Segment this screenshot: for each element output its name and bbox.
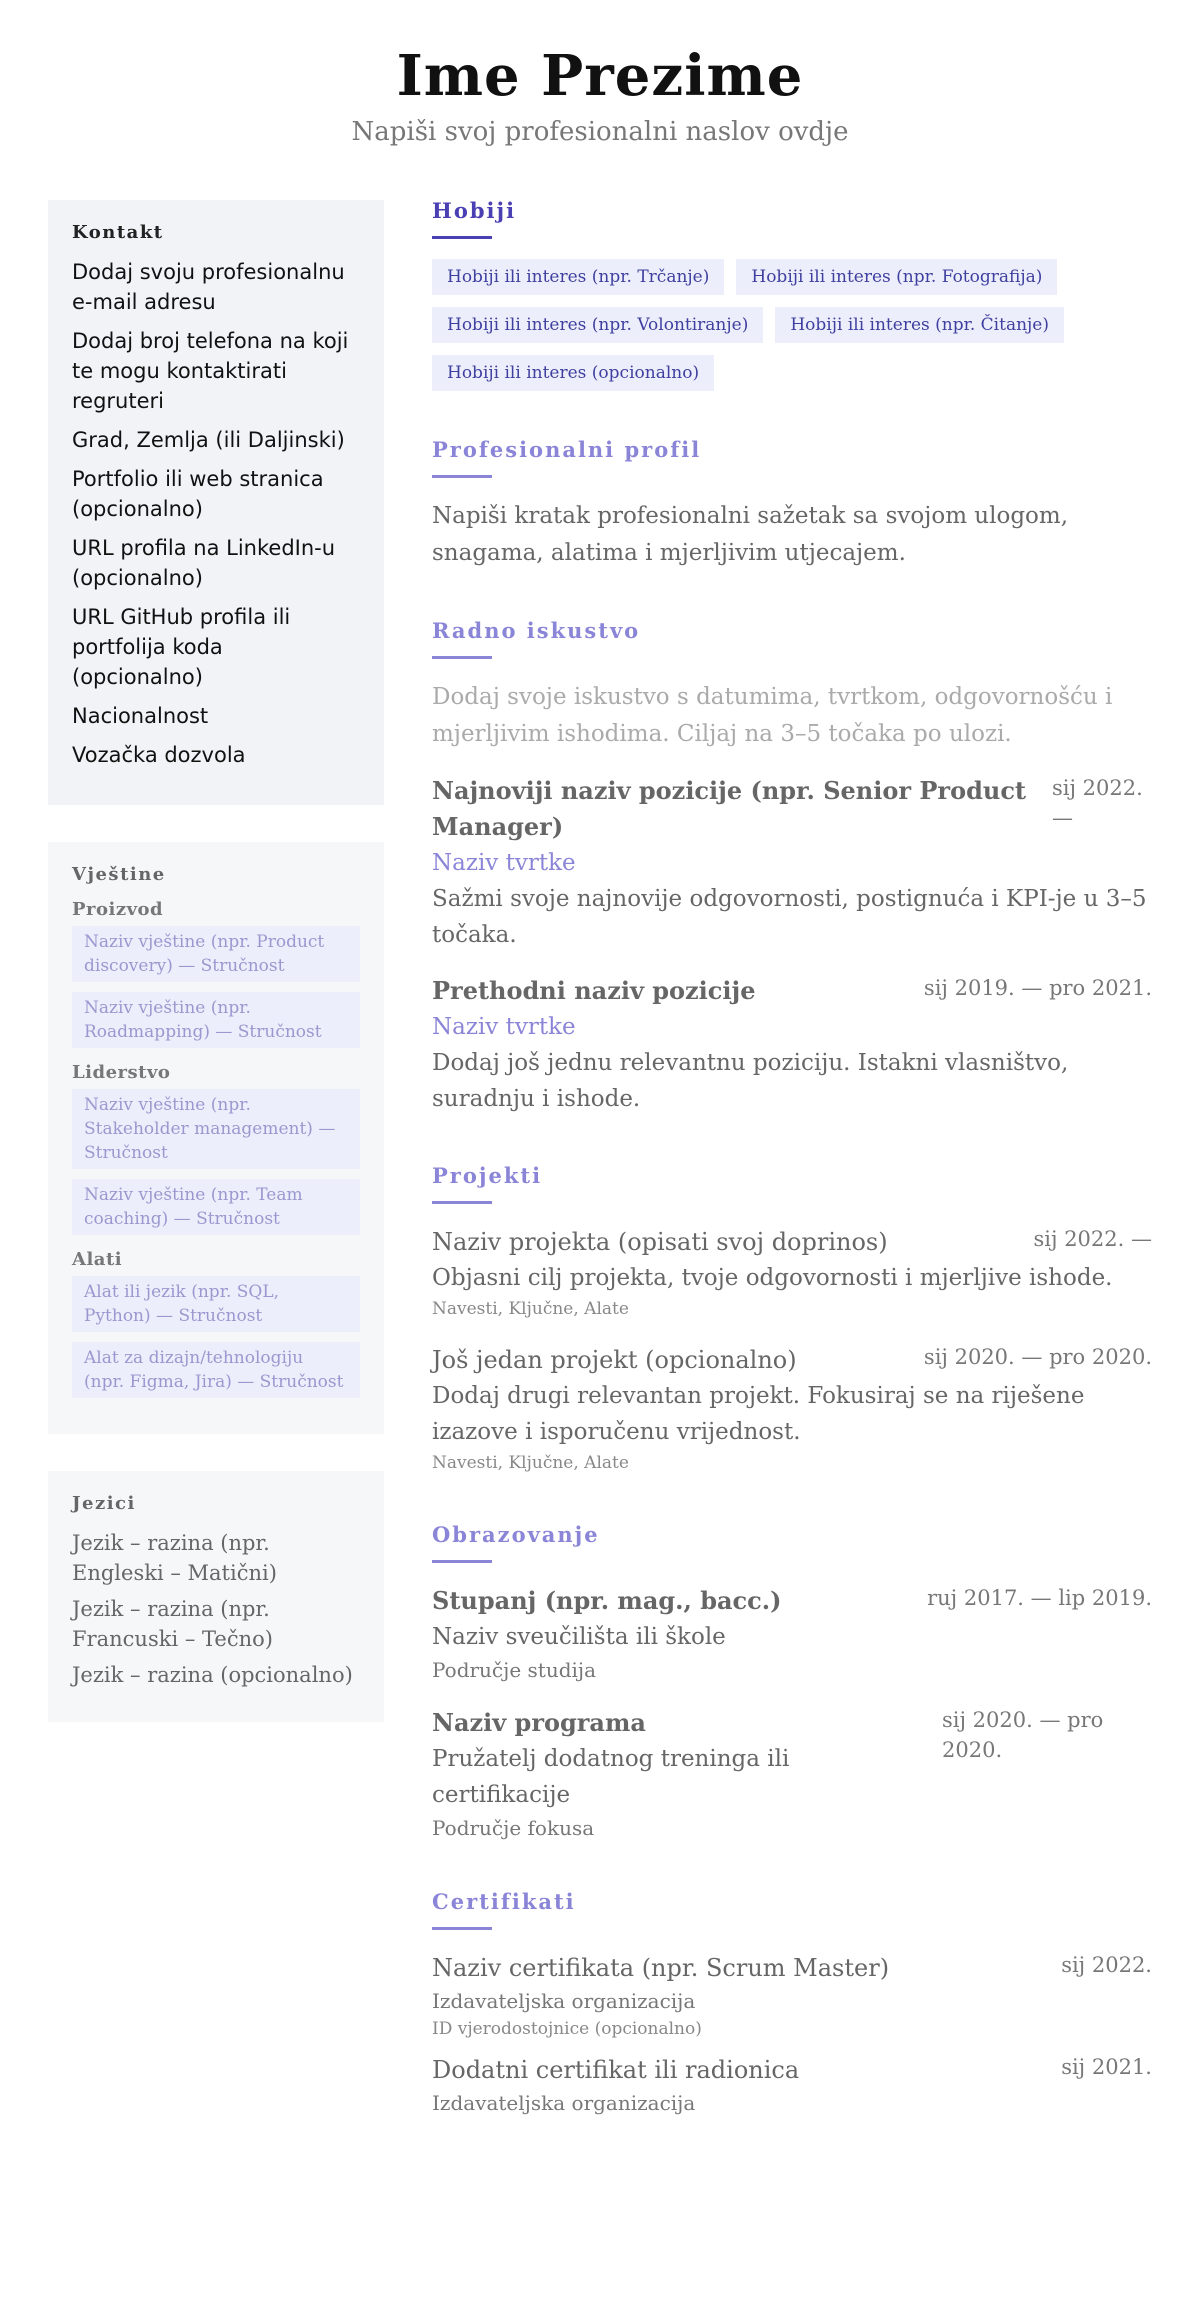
project-title: Naziv projekta (opisati svoj doprinos) [432, 1228, 888, 1256]
program-title: Naziv programa [432, 1708, 646, 1737]
company-name: Naziv tvrtke [432, 1014, 576, 1040]
skill-chip: Naziv vještine (npr. Product discovery) — Stručnost [72, 926, 360, 982]
projects-title: Projekti [432, 1163, 543, 1188]
contact-driving-license: Vozačka dozvola [72, 743, 246, 767]
certificate-date: sij 2021. [1061, 2055, 1152, 2079]
job-title: Najnoviji naziv pozicije (npr. Senior Product Manager) [432, 776, 1027, 841]
profile-title: Profesionalni profil [432, 437, 702, 462]
job-date: sij 2019. — pro 2021. [923, 976, 1152, 1000]
job-title: Prethodni naziv pozicije [432, 976, 756, 1005]
company-name: Naziv tvrtke [432, 850, 576, 876]
experience-entry [432, 973, 1152, 1117]
profile-summary: Napiši kratak profesionalni sažetak sa svojom ulogom, snagama, alatima i mjerljivim utjecajem. [432, 503, 1069, 566]
job-description: Sažmi svoje najnovije odgovornosti, postignuća i KPI-je u 3–5 točaka. [432, 886, 1147, 948]
education-entry [432, 1705, 1152, 1843]
hobby-chip: Hobiji ili interes (npr. Trčanje) [432, 259, 724, 295]
contact-email: Dodaj svoju profesionalnu e-mail adresu [72, 260, 345, 314]
certificate-entry [432, 1950, 1152, 2042]
contact-panel [48, 200, 384, 805]
languages-panel [48, 1471, 384, 1722]
education-date: ruj 2017. — lip 2019. [927, 1586, 1152, 1610]
job-date: sij 2022. — [1052, 776, 1143, 830]
language-item: Jezik – razina (npr. Francuski – Tečno) [72, 1597, 273, 1651]
hobby-chip: Hobiji ili interes (npr. Fotografija) [736, 259, 1057, 295]
education-entry [432, 1583, 1152, 1685]
contact-phone: Dodaj broj telefona na koji te mogu kontaktirati regruteri [72, 329, 349, 413]
certificate-title: Naziv certifikata (npr. Scrum Master) [432, 1954, 890, 1982]
degree-title: Stupanj (npr. mag., bacc.) [432, 1586, 782, 1615]
section-divider [432, 236, 492, 239]
experience-entry [432, 773, 1152, 953]
project-description: Objasni cilj projekta, tvoje odgovornosti i mjerljive ishode. [432, 1265, 1113, 1291]
profile-section [432, 435, 1152, 572]
hobby-chip: Hobiji ili interes (npr. Volontiranje) [432, 307, 763, 343]
skills-title: Vještine [72, 864, 166, 885]
experience-title: Radno iskustvo [432, 618, 641, 643]
section-divider [432, 1560, 492, 1563]
institution-name: Pružatelj dodatnog treninga ili certifikacije [432, 1746, 790, 1808]
education-date: sij 2020. — pro 2020. [942, 1708, 1104, 1762]
skills-panel [48, 842, 384, 1434]
language-item: Jezik – razina (npr. Engleski – Matični) [72, 1531, 277, 1585]
skill-chip: Alat za dizajn/tehnologiju (npr. Figma, Jira) — Stručnost [72, 1342, 360, 1398]
hobbies-title: Hobiji [432, 198, 517, 223]
credential-id: ID vjerodostojnice (opcionalno) [432, 2019, 702, 2039]
skill-chip: Naziv vještine (npr. Roadmapping) — Stručnost [72, 992, 360, 1048]
certificate-title: Dodatni certifikat ili radionica [432, 2056, 800, 2084]
skill-chip: Naziv vještine (npr. Team coaching) — Stručnost [72, 1179, 360, 1235]
certificate-entry [432, 2052, 1152, 2118]
person-name: Ime Prezime [396, 43, 804, 109]
education-section [432, 1520, 1152, 1843]
skill-group-title: Liderstvo [72, 1062, 171, 1083]
contact-github: URL GitHub profila ili portfolija koda (opcionalno) [72, 605, 291, 689]
project-title: Još jedan projekt (opcionalno) [432, 1346, 797, 1374]
skill-group-title: Proizvod [72, 899, 164, 920]
project-date: sij 2020. — pro 2020. [923, 1345, 1152, 1369]
main-content [432, 196, 1152, 2162]
contact-nationality: Nacionalnost [72, 704, 209, 728]
hobby-chip: Hobiji ili interes (npr. Čitanje) [775, 307, 1064, 343]
languages-title: Jezici [72, 1493, 136, 1514]
language-item: Jezik – razina (opcionalno) [72, 1663, 353, 1687]
experience-intro: Dodaj svoje iskustvo s datumima, tvrtkom, odgovornošću i mjerljivim ishodima. Ciljaj na 3–5 točaka po ulozi. [432, 684, 1113, 747]
field-of-study: Područje studija [432, 1658, 597, 1682]
projects-section [432, 1161, 1152, 1476]
issuer-name: Izdavateljska organizacija [432, 1989, 696, 2013]
certificates-section [432, 1887, 1152, 2118]
section-divider [432, 1201, 492, 1204]
skill-chip: Naziv vještine (npr. Stakeholder management) — Stručnost [72, 1089, 360, 1169]
certificate-date: sij 2022. [1061, 1953, 1152, 1977]
sidebar [48, 200, 384, 1759]
section-divider [432, 1927, 492, 1930]
project-tags: Navesti, Ključne, Alate [432, 1453, 629, 1473]
experience-section [432, 616, 1152, 1117]
project-entry [432, 1224, 1152, 1322]
institution-name: Naziv sveučilišta ili škole [432, 1624, 726, 1650]
resume-header [0, 40, 1200, 150]
section-divider [432, 475, 492, 478]
professional-headline: Napiši svoj profesionalni naslov ovdje [351, 117, 849, 147]
skill-chip: Alat ili jezik (npr. SQL, Python) — Stručnost [72, 1276, 360, 1332]
section-divider [432, 656, 492, 659]
contact-portfolio: Portfolio ili web stranica (opcionalno) [72, 467, 324, 521]
project-tags: Navesti, Ključne, Alate [432, 1299, 629, 1319]
hobbies-section [432, 196, 1152, 391]
project-entry [432, 1342, 1152, 1476]
contact-title: Kontakt [72, 222, 164, 243]
project-date: sij 2022. — [1033, 1227, 1152, 1251]
education-title: Obrazovanje [432, 1522, 600, 1547]
issuer-name: Izdavateljska organizacija [432, 2091, 696, 2115]
job-description: Dodaj još jednu relevantnu poziciju. Istakni vlasništvo, suradnju i ishode. [432, 1050, 1069, 1112]
field-of-focus: Područje fokusa [432, 1816, 595, 1840]
hobby-chips [432, 259, 1152, 391]
hobby-chip: Hobiji ili interes (opcionalno) [432, 355, 714, 391]
project-description: Dodaj drugi relevantan projekt. Fokusiraj se na riješene izazove i isporučenu vrijednost. [432, 1383, 1085, 1445]
contact-linkedin: URL profila na LinkedIn-u (opcionalno) [72, 536, 336, 590]
certificates-title: Certifikati [432, 1889, 576, 1914]
skill-group-title: Alati [72, 1249, 123, 1270]
contact-location: Grad, Zemlja (ili Daljinski) [72, 428, 345, 452]
